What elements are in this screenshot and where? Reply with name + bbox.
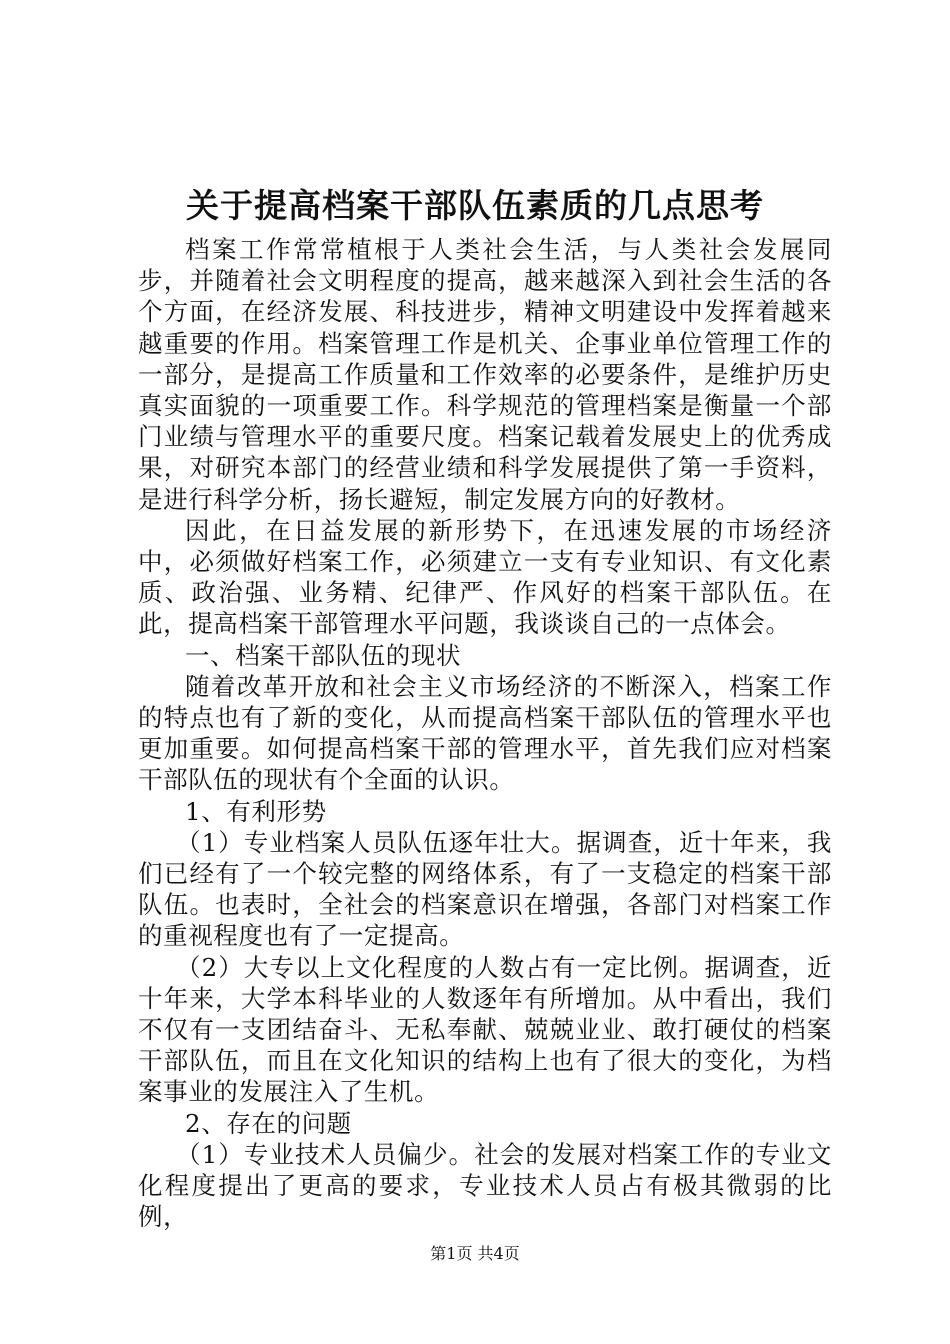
paragraph-therefore: 因此，在日益发展的新形势下，在迅速发展的市场经济中，必须做好档案工作，必须建立一支有专业知识、有文化素质、政治强、业务精、纪律严、作风好的档案干部队伍。在此，提高档案干部管理水平问题，我谈谈自己的一点体会。: [138, 515, 832, 639]
subheading-favorable-situation: 1、有利形势: [185, 796, 327, 826]
document-title: 关于提高档案干部队伍素质的几点思考: [186, 186, 764, 225]
paragraph-intro: 档案工作常常植根于人类社会生活，与人类社会发展同步，并随着社会文明程度的提高，越来越深入到社会生活的各个方面，在经济发展、科技进步，精神文明建设中发挥着越来越重要的作用。档案管理工作是机关、企事业单位管理工作的一部分，是提高工作质量和工作效率的必要条件，是维护历史真实面貌的一项重要工作。科学规范的管理档案是衡量一个部门业绩与管理水平的重要尺度。档案记载着发展史上的优秀成果，对研究本部门的经营业绩和科学发展提供了第一手资料，是进行科学分析，扬长避短，制定发展方向的好教材。: [138, 235, 832, 514]
section-heading-1: 一、档案干部队伍的现状: [185, 640, 462, 670]
page-footer: 第1页 共4页: [430, 1244, 520, 1263]
document-body: [138, 234, 832, 1233]
paragraph-current-status: 随着改革开放和社会主义市场经济的不断深入，档案工作的特点也有了新的变化，从而提高档案干部队伍的管理水平也更加重要。如何提高档案干部的管理水平，首先我们应对档案干部队伍的现状有个全面的认识。: [138, 671, 832, 795]
paragraph-item-2-1: （1）专业技术人员偏少。社会的发展对档案工作的专业文化程度提出了更高的要求，专业技术人员占有极其微弱的比例，: [138, 1139, 832, 1232]
paragraph-item-1-1: （1）专业档案人员队伍逐年壮大。据调查，近十年来，我们已经有了一个较完整的网络体系，有了一支稳定的档案干部队伍。也表时，全社会的档案意识在增强，各部门对档案工作的重视程度也有了一定提高。: [138, 827, 832, 951]
paragraph-item-1-2: （2）大专以上文化程度的人数占有一定比例。据调查，近十年来，大学本科毕业的人数逐年有所增加。从中看出，我们不仅有一支团结奋斗、无私奉献、兢兢业业、敢打硬仗的档案干部队伍，而且在文化知识的结构上也有了很大的变化，为档案事业的发展注入了生机。: [138, 952, 832, 1107]
subheading-existing-problems: 2、存在的问题: [185, 1108, 352, 1138]
